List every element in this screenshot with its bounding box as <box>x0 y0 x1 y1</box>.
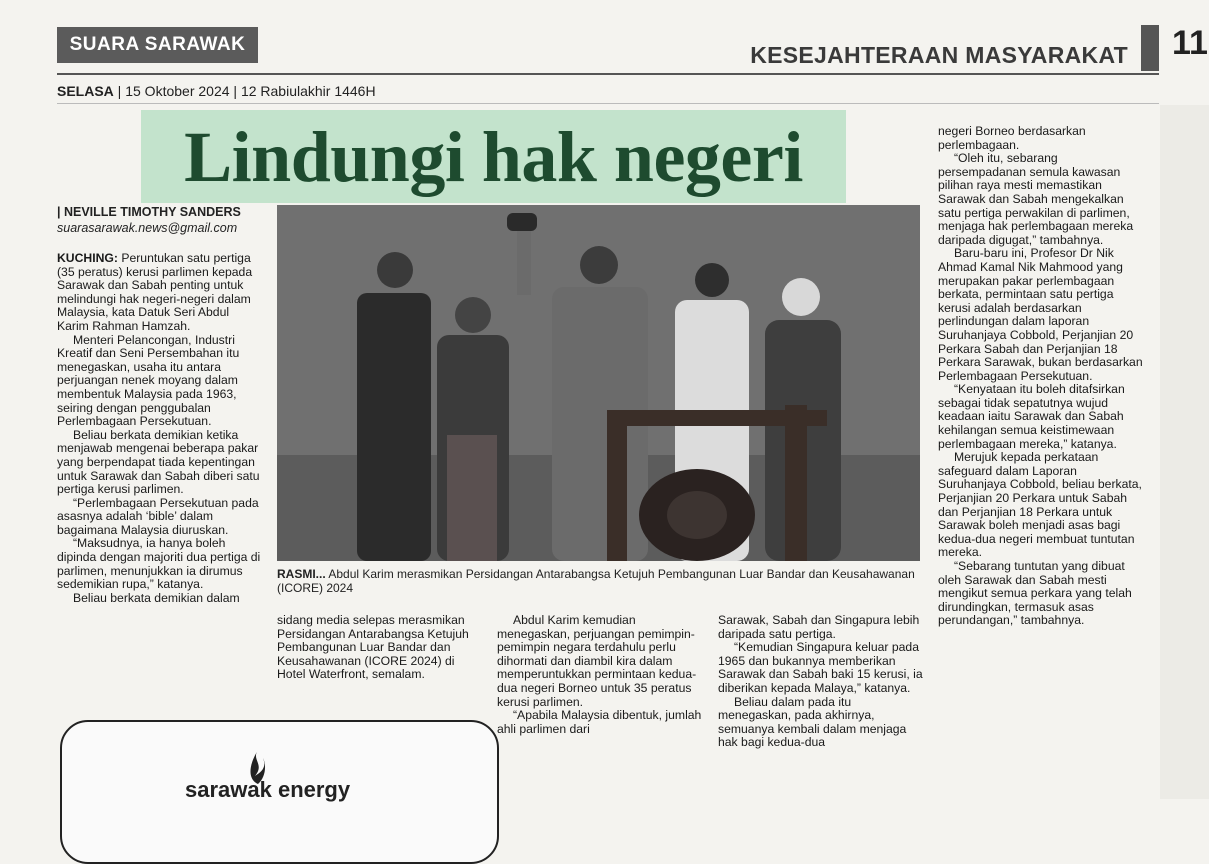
paragraph: sidang media selepas merasmikan Persidangan Antarabangsa Ketujuh Pembangunan Luar Bandar dan Keusahawanan (ICORE 2024) di Hotel Waterfront, semalam. <box>277 613 469 682</box>
paragraph: Abdul Karim kemudian menegaskan, perjuangan pemimpin-pemimpin negara terdahulu perlu dihormati dan diambil kira dalam memperuntukkan permintaan kedua-dua negeri Borneo untuk 35 peratus kerusi parlimen. <box>497 613 697 709</box>
caption-text: Abdul Karim merasmikan Persidangan Antarabangsa Ketujuh Pembangunan Luar Bandar dan Keusahawanan (ICORE) 2024 <box>277 567 915 595</box>
masthead: SUARA SARAWAK <box>57 27 258 63</box>
paragraph: Baru-baru ini, Profesor Dr Nik Ahmad Kamal Nik Mahmood yang merupakan pakar perlembagaan berkata, permintaan satu pertiga kerusi adalah berdasarkan perlindungan dalam laporan Suruhanjaya Cobbold, Perjanjian 20 Perkara Sabah dan Perjanjian 18 Perkara Sarawak, bukan berdasarkan Perlembagaan Persekutuan. <box>938 246 1143 383</box>
page-margin <box>1160 105 1209 799</box>
advertiser-brand: sarawak energy <box>185 777 351 802</box>
paragraph: negeri Borneo berdasarkan perlembagaan. <box>938 124 1086 152</box>
caption-label: RASMI... <box>277 567 326 581</box>
paragraph: “Kenyataan itu boleh ditafsirkan sebagai tidak sepatutnya wujud keadaan iaitu Sarawak dan Sabah kehilangan semua keistimewaan perlembagaan mereka,” katanya. <box>938 382 1125 451</box>
header-rule <box>57 73 1159 75</box>
paragraph: “Perlembagaan Persekutuan pada asasnya adalah ‘bible’ dalam bagaimana Malaysia diuruskan. <box>57 495 259 537</box>
section-bar <box>1141 25 1159 71</box>
person-2 <box>437 297 509 561</box>
article-column-1 <box>57 252 262 605</box>
article-column-2 <box>277 614 482 682</box>
section-title: KESEJAHTERAAN MASYARAKAT <box>750 42 1128 68</box>
article-column-3 <box>497 614 702 736</box>
dateline: SELASA | 15 Oktober 2024 | 12 Rabiulakhir 1446H <box>57 83 376 99</box>
paragraph: Peruntukan satu pertiga (35 peratus) kerusi parlimen kepada Sarawak dan Sabah penting untuk melindungi hak negeri-negeri dalam Malaysia, kata Datuk Seri Abdul Karim Rahman Hamzah. <box>57 251 253 333</box>
lead-paragraph <box>57 252 262 334</box>
headline: Lindungi hak negeri <box>184 117 803 197</box>
paragraph: Beliau berkata demikian dalam <box>73 590 240 605</box>
paragraph: “Maksudnya, ia hanya boleh dipinda dengan majoriti dua pertiga di parlimen, menunjukkan ia dirumus sedemikian rupa,” katanya. <box>57 536 261 592</box>
article-column-5 <box>938 125 1148 628</box>
person-1 <box>357 252 431 561</box>
photo-illustration <box>277 205 920 561</box>
paragraph: Beliau dalam pada itu menegaskan, pada akhirnya, semuanya kembali dalam menjaga hak bagi kedua-dua <box>718 694 907 750</box>
paragraph: Merujuk kepada perkataan safeguard dalam Laporan Suruhanjaya Cobbold, beliau berkata, Perjanjian 20 Perkara untuk Sabah dan Perjanjian 18 Perkara untuk Sarawak boleh menjadi asas bagi kedua-dua negeri membuat tuntutan mereka. <box>938 450 1142 560</box>
dateline-rule <box>57 103 1159 104</box>
page-number: 11 <box>1172 24 1208 62</box>
paragraph: Beliau berkata demikian ketika menjawab mengenai beberapa pakar yang berpendapat tiada kepentingan untuk Sarawak dan Sabah diberi satu pertiga kerusi parlimen. <box>57 427 260 497</box>
photo-caption <box>277 567 922 595</box>
news-photo <box>277 205 920 561</box>
paragraph: “Oleh itu, sebarang persempadanan semula kawasan pilihan raya mesti memastikan Sarawak dan Sabah mengekalkan satu pertiga perwakilan di parlimen, menjaga hak perlembagaan mereka daripada digugat,” tambahnya. <box>938 151 1134 247</box>
paragraph: Sarawak, Sabah dan Singapura lebih daripada satu pertiga. <box>718 613 920 641</box>
paragraph: “Apabila Malaysia dibentuk, jumlah ahli parlimen dari <box>497 708 702 736</box>
date: 15 Oktober 2024 <box>125 83 230 99</box>
paragraph: “Sebarang tuntutan yang dibuat oleh Sarawak dan Sabah mesti mengikut semua perkara yang telah dirundingkan, termasuk asas perundangan,” tambahnya. <box>938 559 1132 628</box>
author-email: suarasarawak.news@gmail.com <box>57 221 238 235</box>
paragraph: “Kemudian Singapura keluar pada 1965 dan bukannya memberikan Sarawak dan Sabah baki 15 kerusi, ia diberikan kepada Malaya,” katanya. <box>718 640 923 695</box>
byline: | NEVILLE TIMOTHY SANDERS <box>57 205 241 219</box>
day: SELASA <box>57 83 114 99</box>
lead-place: KUCHING: <box>57 251 118 265</box>
paragraph: Menteri Pelancongan, Industri Kreatif dan Seni Persembahan itu menegaskan, usaha itu antara perjuangan nenek moyang dalam membentuk Malaysia pada 1963, seiring dengan penggubalan Perlembagaan Persekutuan. <box>57 332 240 429</box>
hijri-date: 12 Rabiulakhir 1446H <box>240 83 376 99</box>
article-column-4 <box>718 614 923 750</box>
